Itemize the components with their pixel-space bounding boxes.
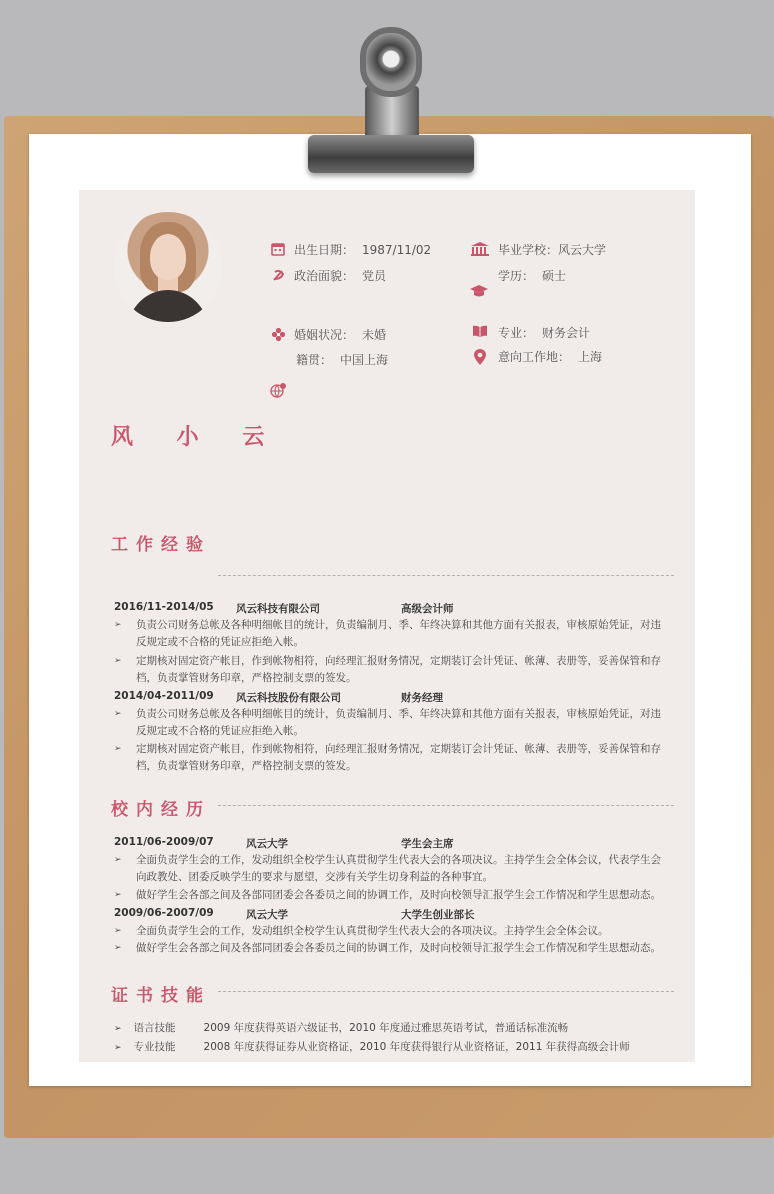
work-bullet: ➢ 定期核对固定资产帐目，作到帐物相符，向经理汇报财务情况，定期装订会计凭证、帐薄、表册等，妥善保管和存档，负责掌管财务印章，严格控制支票的签发。: [114, 743, 661, 772]
book-icon: [472, 325, 488, 341]
degree-value: 硕士: [542, 269, 567, 283]
flower-icon: [270, 327, 286, 343]
work-company: 风云科技股份有限公司: [236, 692, 341, 704]
campus-org: 风云大学: [246, 838, 288, 850]
section-title-campus: 校内经历: [111, 800, 211, 820]
work-position: 高级会计师: [401, 603, 454, 615]
marriage-row: [270, 326, 386, 343]
native-label: 籍贯：: [296, 353, 333, 367]
campus-org: 风云大学: [246, 909, 288, 921]
calendar-icon: [270, 242, 286, 258]
divider: [218, 805, 674, 806]
campus-role: 学生会主席: [401, 838, 454, 850]
clip-ring: [360, 27, 422, 97]
globe-pin-icon: [270, 382, 287, 403]
party-emblem-icon: [270, 268, 286, 284]
candidate-name: 风 小 云: [111, 425, 283, 450]
work-bullet: ➢ 负责公司财务总帐及各种明细帐目的统计，负责编制月、季、年终决算和其他方面有关报表，审核原始凭证，对违反规定或不合格的凭证应拒绝入帐。: [114, 619, 661, 648]
campus-bullet: ➢ 做好学生会各部之间及各部同团委会各委员之间的协调工作，及时向校领导汇报学生会工作情况和学生思想动态。: [114, 889, 661, 901]
campus-role: 大学生创业部长: [401, 909, 475, 921]
major-label: 专业：: [498, 326, 535, 340]
graduation-cap-icon: [470, 283, 488, 302]
university-icon: [470, 242, 486, 258]
location-row: [472, 348, 602, 365]
cert-item: ➢ 专业技能 2008 年度获得证券从业资格证，2010 年度获得银行从业资格证，2011 年获得高级会计师: [114, 1041, 630, 1053]
cert-value: 2009 年度获得英语六级证书，2010 年度通过雅思英语考试，普通话标准流畅: [203, 1022, 569, 1034]
divider: [218, 575, 674, 576]
cert-key: 专业技能: [133, 1041, 176, 1053]
degree-row: [498, 267, 566, 284]
birth-label: 出生日期：: [294, 243, 355, 257]
campus-bullet: ➢ 做好学生会各部之间及各部同团委会各委员之间的协调工作，及时向校领导汇报学生会工作情况和学生思想动态。: [114, 942, 661, 954]
work-period: 2014/04-2011/09: [114, 690, 214, 702]
cert-key: 语言技能: [133, 1022, 176, 1034]
campus-period: 2011/06-2009/07: [114, 836, 214, 848]
campus-bullet: ➢ 全面负责学生会的工作，发动组织全校学生认真贯彻学生代表大会的各项决议。主持学生会全体会议，代表学生会向政教处、团委反映学生的要求与愿望，交涉有关学生切身利益的各种事宜。: [114, 854, 661, 883]
major-row: [472, 324, 590, 341]
birth-row: [270, 241, 431, 258]
work-bullet: ➢ 定期核对固定资产帐目，作到帐物相符，向经理汇报财务情况，定期装订会计凭证、帐薄、表册等，妥善保管和存档，负责掌管财务印章，严格控制支票的签发。: [114, 655, 661, 684]
location-label: 意向工作地：: [498, 350, 571, 364]
birth-value: 1987/11/02: [362, 242, 432, 257]
section-title-work: 工作经验: [111, 535, 211, 555]
cert-value: 2008 年度获得证券从业资格证，2010 年度获得银行从业资格证，2011 年获得高级会计师: [203, 1041, 630, 1053]
school-row: [470, 241, 606, 258]
degree-label: 学历：: [498, 269, 535, 283]
politics-row: [270, 267, 386, 284]
work-period: 2016/11-2014/05: [114, 601, 214, 613]
major-value: 财务会计: [542, 326, 591, 340]
native-value: 中国上海: [340, 353, 389, 367]
work-company: 风云科技有限公司: [236, 603, 320, 615]
politics-value: 党员: [362, 269, 387, 283]
campus-bullet: ➢ 全面负责学生会的工作，发动组织全校学生认真贯彻学生代表大会的各项决议。主持学生会全体会议。: [114, 925, 609, 937]
cert-item: ➢ 语言技能 2009 年度获得英语六级证书，2010 年度通过雅思英语考试，普通话标准流畅: [114, 1022, 569, 1034]
location-value: 上海: [578, 350, 603, 364]
divider: [218, 991, 674, 992]
section-title-skills: 证书技能: [111, 986, 211, 1006]
marriage-value: 未婚: [362, 328, 387, 342]
work-position: 财务经理: [401, 692, 443, 704]
location-pin-icon: [472, 349, 488, 365]
politics-label: 政治面貌：: [294, 269, 355, 283]
native-row: [296, 351, 388, 368]
clip-base: [308, 135, 474, 173]
avatar: [114, 212, 222, 322]
marriage-label: 婚姻状况：: [294, 328, 355, 342]
campus-period: 2009/06-2007/09: [114, 907, 214, 919]
school-value: 风云大学: [558, 243, 607, 257]
work-bullet: ➢ 负责公司财务总帐及各种明细帐目的统计，负责编制月、季、年终决算和其他方面有关报表，审核原始凭证，对违反规定或不合格的凭证应拒绝入帐。: [114, 708, 661, 737]
school-label: 毕业学校：: [498, 243, 559, 257]
